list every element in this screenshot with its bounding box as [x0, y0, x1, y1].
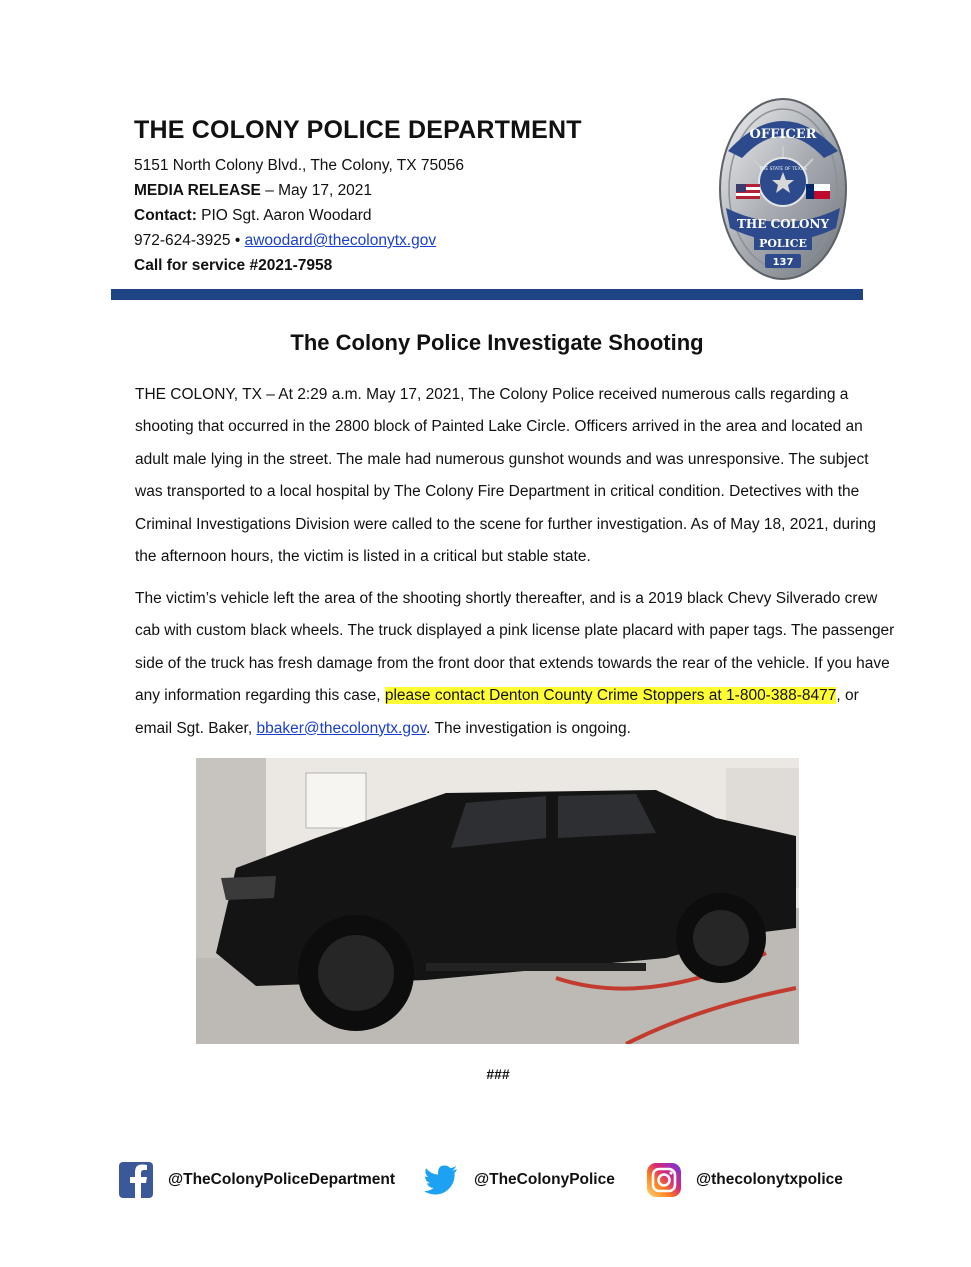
twitter-handle: @TheColonyPolice [474, 1171, 615, 1188]
contact-email-link[interactable]: awoodard@thecolonytx.gov [244, 232, 437, 249]
twitter-link[interactable] [424, 1160, 615, 1200]
contact-name: PIO Sgt. Aaron Woodard [196, 207, 372, 224]
department-address: 5151 North Colony Blvd., The Colony, TX 75056 [134, 157, 465, 174]
release-label: MEDIA RELEASE [134, 182, 261, 199]
release-date: – May 17, 2021 [260, 182, 373, 199]
release-headline: The Colony Police Investigate Shooting [290, 330, 704, 355]
vehicle-photo [196, 758, 799, 1044]
paragraph-2-closing: . The investigation is ongoing. [426, 719, 631, 737]
contact-label: Contact: [134, 207, 197, 224]
header-rule [111, 289, 863, 300]
twitter-icon [424, 1165, 458, 1195]
paragraph-1: THE COLONY, TX – At 2:29 a.m. May 17, 2021, The Colony Police received numerous calls regarding a shooting that occurred in the 2800 block of Painted Lake Circle. Officers arrived in the area and located an adult male lying in the street. The male had numerous gunshot wounds and was unresponsive. The subject was transported to a local hospital by The Colony Fire Department in critical condition. Detectives with the Criminal Investigations Division were called to the scene for further investigation. As of May 18, 2021, during the afternoon hours, the victim is listed in a critical but stable state. [135, 386, 876, 566]
badge-number: 137 [772, 257, 794, 268]
crime-stoppers-highlight: please contact Denton County Crime Stoppers at 1-800-388-8477 [384, 687, 837, 705]
badge-police-text: POLICE [759, 237, 807, 250]
instagram-handle: @thecolonytxpolice [696, 1171, 843, 1188]
letterhead [134, 116, 694, 278]
instagram-link[interactable] [646, 1160, 843, 1200]
facebook-handle: @TheColonyPoliceDepartment [168, 1171, 395, 1188]
paragraph-2-after-highlight: , or email Sgt. Baker, [135, 687, 859, 737]
paragraph-2 [111, 583, 895, 745]
contact-phone: 972-624-3925 • [134, 232, 245, 249]
facebook-icon [118, 1161, 154, 1199]
release-line [134, 178, 694, 203]
end-mark: ### [486, 1066, 510, 1082]
contact-line [134, 203, 694, 228]
service-label: Call for service [134, 257, 246, 274]
badge-seal-text: THE STATE OF TEXAS [759, 167, 807, 172]
facebook-link[interactable] [118, 1160, 395, 1200]
phone-email-line [134, 228, 694, 253]
badge-top-text: OFFICER [749, 127, 817, 142]
police-badge-icon [718, 96, 848, 282]
baker-email-link[interactable]: bbaker@thecolonytx.gov [256, 719, 427, 737]
service-number: #2021-7958 [245, 257, 333, 274]
paragraph-2-text: The victim’s vehicle left the area of the shooting shortly thereafter, and is a 2019 black Chevy Silverado crew cab with custom black wheels. The truck displayed a pink license plate placard with paper tags. The passenger side of the truck has fresh damage from the front door that extends towards the rear of the vehicle. If you have any information regarding this case, [135, 590, 895, 705]
badge-bottom-text: THE COLONY [736, 217, 830, 231]
department-name: THE COLONY POLICE DEPARTMENT [134, 116, 582, 144]
instagram-icon [646, 1162, 682, 1198]
service-line [134, 253, 694, 278]
